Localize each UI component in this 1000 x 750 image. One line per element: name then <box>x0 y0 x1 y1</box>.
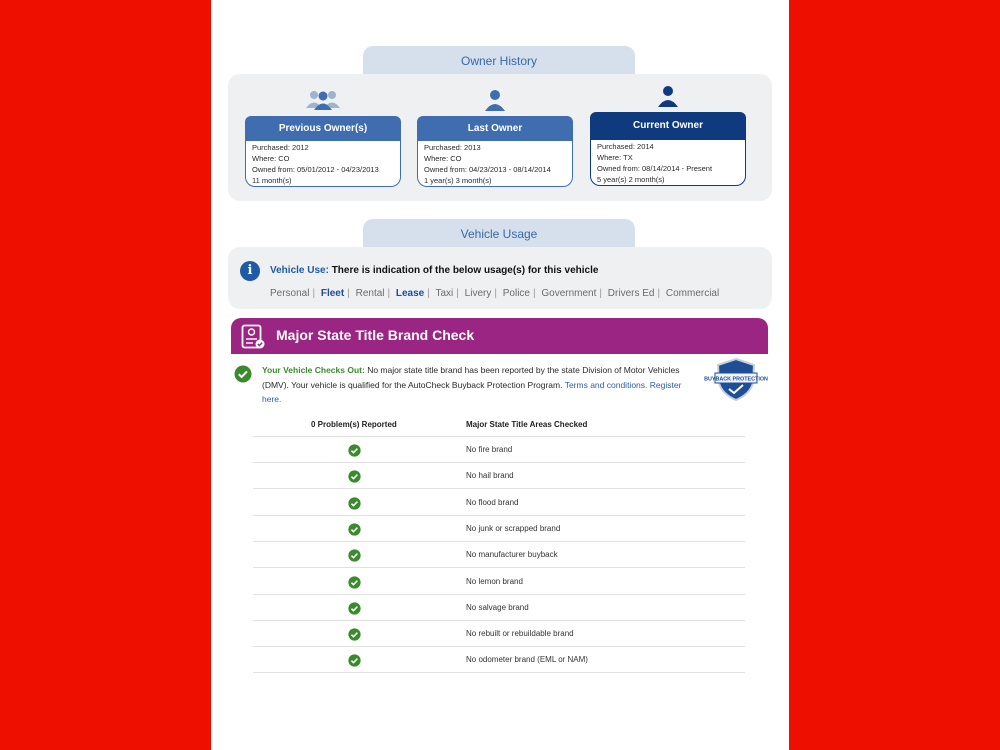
owner-card-title: Current Owner <box>590 112 746 140</box>
usage-list: Personal | Fleet | Rental | Lease | Taxi | Livery | Police | Government | Drivers Ed | Commercial <box>270 288 720 299</box>
brand-area-label: No rebuilt or rebuildable brand <box>466 629 574 639</box>
owner-purchased: Purchased: 2013 <box>424 143 481 152</box>
owner-history-tab: Owner History <box>363 46 635 75</box>
brand-area-label: No salvage brand <box>466 602 529 612</box>
report-page <box>211 0 789 750</box>
group-users-icon <box>303 86 343 112</box>
check-circle-icon <box>234 365 252 383</box>
owner-card-details <box>417 141 573 187</box>
areas-column-header: Major State Title Areas Checked <box>466 420 588 429</box>
owner-owned-from: Owned from: 05/01/2012 - 04/23/2013 <box>252 165 379 174</box>
owner-history-panel <box>228 74 772 201</box>
previous-owner-card <box>245 86 401 187</box>
usage-item: Drivers Ed <box>607 288 655 299</box>
vehicle-usage-panel <box>228 247 772 309</box>
table-row <box>253 490 745 516</box>
title-brand-summary <box>262 363 702 407</box>
last-owner-card <box>417 86 573 187</box>
vehicle-use-text: There is indication of the below usage(s) for this vehicle <box>331 265 599 276</box>
brand-area-label: No fire brand <box>466 445 513 454</box>
terms-link[interactable]: Terms and conditions. <box>564 379 648 390</box>
table-row <box>253 463 745 489</box>
check-circle-icon <box>348 602 361 615</box>
usage-item: Taxi <box>435 288 454 299</box>
usage-item: Police <box>502 288 530 299</box>
table-row <box>253 542 745 568</box>
user-icon <box>482 86 508 112</box>
usage-item: Personal <box>270 288 310 299</box>
owner-where: Where: TX <box>597 153 633 162</box>
usage-item-active: Lease <box>395 288 425 299</box>
brand-area-label: No lemon brand <box>466 576 523 586</box>
usage-item: Commercial <box>665 288 720 299</box>
owner-card-details <box>245 141 401 187</box>
owner-where: Where: CO <box>424 154 462 163</box>
badge-text: BUYBACK PROTECTION <box>704 376 768 383</box>
vehicle-use-label: Vehicle Use: <box>270 265 329 276</box>
buyback-badge <box>704 356 768 407</box>
check-circle-icon <box>348 654 361 667</box>
table-row <box>253 437 745 463</box>
vehicle-usage-tab: Vehicle Usage <box>363 219 635 248</box>
check-circle-icon <box>348 444 361 457</box>
table-row <box>253 569 745 595</box>
title-brand-heading: Major State Title Brand Check <box>276 327 475 343</box>
problems-column-header: 0 Problem(s) Reported <box>311 420 397 429</box>
owner-duration: 11 month(s) <box>252 176 292 185</box>
title-brand-banner <box>231 318 768 354</box>
usage-item-active: Fleet <box>320 288 345 299</box>
status-label: Your Vehicle Checks Out: <box>262 365 365 375</box>
usage-item: Government <box>541 288 597 299</box>
owner-card-title: Last Owner <box>417 116 573 141</box>
check-circle-icon <box>348 628 361 641</box>
usage-item: Rental <box>355 288 385 299</box>
brand-area-label: No hail brand <box>466 471 514 481</box>
check-circle-icon <box>348 576 361 589</box>
table-row <box>253 595 745 621</box>
current-owner-card <box>590 86 746 186</box>
check-circle-icon <box>348 497 361 510</box>
buyback-shield-icon <box>704 356 768 402</box>
check-circle-icon <box>348 523 361 536</box>
table-row <box>253 516 745 542</box>
user-icon <box>655 83 681 109</box>
brand-area-label: No flood brand <box>466 497 519 507</box>
owner-owned-from: Owned from: 08/14/2014 - Present <box>597 164 713 173</box>
table-row <box>253 621 745 647</box>
owner-duration: 5 year(s) 2 month(s) <box>597 175 665 184</box>
check-circle-icon <box>348 470 361 483</box>
register-link[interactable]: Register here. <box>262 379 682 404</box>
owner-card-title: Previous Owner(s) <box>245 116 401 141</box>
brand-area-label: No odometer brand (EML or NAM) <box>466 655 588 665</box>
status-text: No major state title brand has been reported by the state Division of Motor Vehicles (DMV). Your vehicle is qualified for the AutoCheck Buyback Protection Program. <box>262 365 680 390</box>
owner-purchased: Purchased: 2012 <box>252 143 309 152</box>
info-icon: i <box>240 261 260 281</box>
owner-owned-from: Owned from: 04/23/2013 - 08/14/2014 <box>424 165 551 174</box>
check-circle-icon <box>348 549 361 562</box>
owner-card-details <box>590 140 746 186</box>
owner-where: Where: CO <box>252 154 290 163</box>
table-row <box>253 647 745 673</box>
brand-area-label: No manufacturer buyback <box>466 550 558 560</box>
brand-area-label: No junk or scrapped brand <box>466 523 561 533</box>
owner-duration: 1 year(s) 3 month(s) <box>424 176 492 185</box>
owner-purchased: Purchased: 2014 <box>597 142 654 151</box>
vehicle-use-statement <box>270 265 598 276</box>
certificate-icon <box>241 324 265 350</box>
usage-item: Livery <box>464 288 492 299</box>
